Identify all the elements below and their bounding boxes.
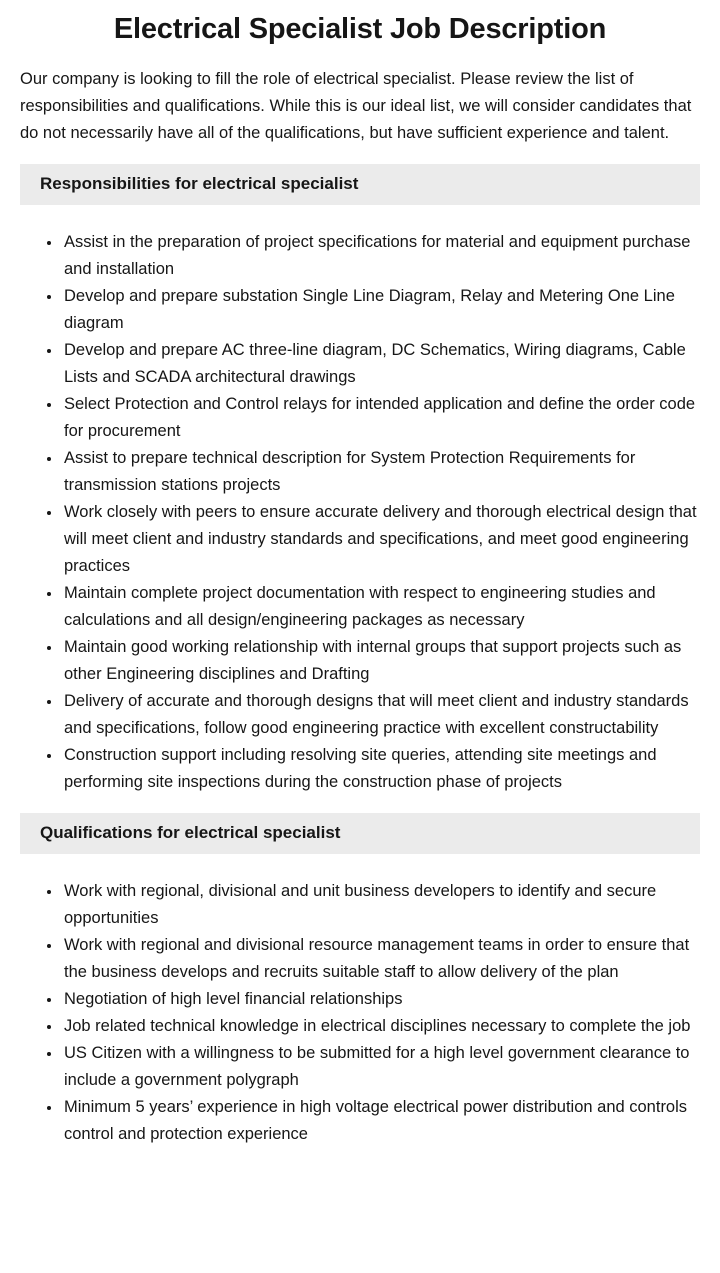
section-heading-label: Qualifications for electrical specialist xyxy=(40,823,341,842)
list-item: • Develop and prepare AC three-line diagram, DC Schematics, Wiring diagrams, Cable Lists and SCADA architectural drawings xyxy=(62,337,700,391)
responsibilities-list xyxy=(20,229,700,796)
list-item: • Negotiation of high level financial relationships xyxy=(62,986,700,1013)
list-item: • Maintain good working relationship with internal groups that support projects such as other Engineering disciplines and Drafting xyxy=(62,634,700,688)
section-heading-qualifications xyxy=(20,813,700,854)
section-heading-responsibilities xyxy=(20,164,700,205)
list-item: • US Citizen with a willingness to be submitted for a high level government clearance to include a government polygraph xyxy=(62,1040,700,1094)
list-item: • Construction support including resolving site queries, attending site meetings and performing site inspections during the construction phase of projects xyxy=(62,742,700,796)
intro-paragraph: Our company is looking to fill the role of electrical specialist. Please review the list of responsibilities and qualifications. While this is our ideal list, we will consider candidates that do not necessarily have all of the qualifications, but have sufficient experience and talent. xyxy=(20,70,692,142)
list-item: • Delivery of accurate and thorough designs that will meet client and industry standards and specifications, follow good engineering practice with excellent constructability xyxy=(62,688,700,742)
list-item: • Minimum 5 years’ experience in high voltage electrical power distribution and controls control and protection experience xyxy=(62,1094,700,1148)
list-item: • Assist to prepare technical description for System Protection Requirements for transmission stations projects xyxy=(62,445,700,499)
section-heading-label: Responsibilities for electrical specialist xyxy=(40,174,359,193)
list-item: • Work with regional, divisional and unit business developers to identify and secure opportunities xyxy=(62,878,700,932)
list-item: • Develop and prepare substation Single Line Diagram, Relay and Metering One Line diagram xyxy=(62,283,700,337)
list-item: • Work closely with peers to ensure accurate delivery and thorough electrical design that will meet client and industry standards and specifications, and meet good engineering practices xyxy=(62,499,700,580)
list-item: • Work with regional and divisional resource management teams in order to ensure that the business develops and recruits suitable staff to allow delivery of the plan xyxy=(62,932,700,986)
list-item: • Assist in the preparation of project specifications for material and equipment purchase and installation xyxy=(62,229,700,283)
list-item: • Select Protection and Control relays for intended application and define the order code for procurement xyxy=(62,391,700,445)
list-item: • Maintain complete project documentation with respect to engineering studies and calculations and all design/engineering packages as necessary xyxy=(62,580,700,634)
qualifications-list xyxy=(20,878,700,1148)
list-item: • Job related technical knowledge in electrical disciplines necessary to complete the job xyxy=(62,1013,700,1040)
page-title: Electrical Specialist Job Description xyxy=(113,13,607,45)
